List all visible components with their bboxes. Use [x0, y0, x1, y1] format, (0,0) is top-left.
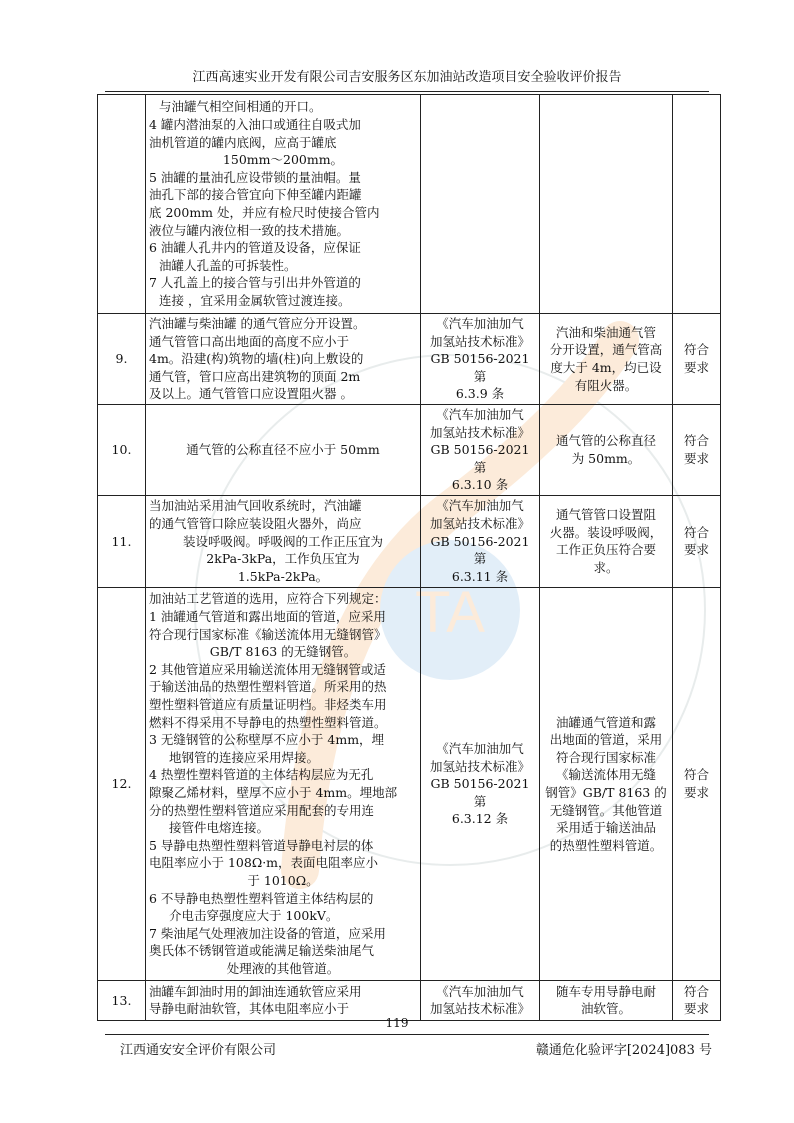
requirement-line: 塑性塑料管道应有质量证明档。非烃类车用: [149, 697, 387, 712]
situation-line: 汽油和柴油通气管: [555, 324, 656, 340]
situation-line: 符合现行国家标准: [555, 749, 656, 765]
footer-company: 江西通安安全评价有限公司: [120, 1043, 277, 1058]
requirement-line: 液位与罐内液位相一致的技术措施。: [149, 222, 350, 238]
requirement-line: 汽油罐与柴油罐 的通气管应分开设置。: [149, 316, 366, 332]
reference-line: 加氢站技术标准》: [429, 333, 530, 349]
reference-line: 《汽车加油加气: [436, 740, 524, 756]
requirement-line: 电阻率应小于 108Ω·m，表面电阻率应小: [149, 855, 379, 871]
watermark-logo: TA: [415, 580, 485, 645]
requirement-line: 3 无缝钢管的公称壁厚不应小于 4mm，埋: [149, 732, 385, 748]
requirement-line: 连接 ，宜采用金属软管过渡连接。: [159, 292, 351, 308]
reference-line: 《汽车加油加气: [436, 498, 524, 514]
situation-line: 出地面的管道，采用: [549, 732, 663, 748]
requirement-line: 通气管的公称直径不应小于 50mm: [186, 442, 380, 458]
requirement-cell: [146, 587, 421, 980]
standard-reference-cell: [421, 495, 540, 587]
requirement-line: 2kPa-3kPa，工作负压宜为: [206, 551, 360, 567]
standard-reference-cell: [421, 405, 540, 496]
requirement-line: 介电击穿强度应大于 100kV。: [169, 908, 339, 924]
reference-line: GB 50156-2021 第: [430, 351, 530, 384]
requirement-line: 7 柴油尾气处理液加注设备的管道，应采用: [149, 925, 386, 941]
requirement-line: 5 导静电热塑性塑料管道导静电衬层的体: [149, 837, 374, 853]
standard-reference-cell: [421, 95, 540, 314]
requirement-line: 4 热塑性塑料管道的主体结构层应为无孔: [149, 767, 374, 783]
situation-line: 的热塑性塑料管道。: [549, 837, 663, 853]
requirement-line: 地钢管的连接应采用焊接。: [169, 749, 320, 765]
situation-line: 随车专用导静电耐: [555, 983, 656, 999]
requirement-cell: [146, 495, 421, 587]
item-number: 13.: [98, 980, 146, 1020]
reference-line: 加氢站技术标准》: [429, 1001, 530, 1017]
situation-line: 为 50mm。: [571, 450, 641, 466]
requirement-line: 底 200mm 处，并应有检尺时使接合管内: [149, 205, 380, 220]
situation-line: 油罐通气管道和露: [555, 714, 656, 730]
requirement-line: 1 油罐通气管道和露出地面的管道，应采用: [149, 609, 386, 625]
conclusion-cell: 符合 要求: [673, 587, 721, 980]
table-row: [98, 980, 721, 1020]
table-row: [98, 95, 721, 314]
requirement-cell: [146, 405, 421, 496]
standard-reference-cell: [421, 314, 540, 405]
requirement-line: 1.5kPa-2kPa。: [237, 568, 329, 584]
requirement-line: 奥氏体不锈钢管道或能满足输送柴油尾气: [149, 943, 375, 959]
situation-line: 度大于 4m，均已设: [550, 360, 662, 375]
requirement-line: 通气管管口高出地面的高度不应小于: [149, 333, 350, 349]
actual-situation-cell: [540, 95, 673, 314]
item-number: 9.: [98, 314, 146, 405]
requirement-line: 接管件电熔连接。: [169, 820, 270, 836]
reference-line: 6.3.9 条: [455, 386, 505, 402]
requirement-line: 导静电耐油软管，其体电阻率应小于: [149, 1001, 350, 1017]
requirement-line: 加油站工艺管道的选用，应符合下列规定：: [149, 591, 387, 607]
requirement-cell: [146, 980, 421, 1020]
item-number: 10.: [98, 405, 146, 496]
reference-line: GB 50156-2021 第: [430, 533, 530, 567]
requirement-line: 燃料不得采用不导静电的热塑性塑料管道。: [149, 714, 387, 730]
actual-situation-cell: [540, 405, 673, 496]
reference-line: GB 50156-2021 第: [430, 442, 530, 475]
table-row: [98, 587, 721, 980]
requirement-line: 6 油罐人孔井内的管道及设备，应保证: [149, 240, 361, 256]
item-number: 11.: [98, 495, 146, 587]
situation-line: 通气管管口设置阻: [555, 507, 656, 523]
conclusion-cell: [673, 95, 721, 314]
requirement-cell: [146, 314, 421, 405]
requirement-line: 隙聚乙烯材料，壁厚不应小于 4mm。埋地部: [149, 784, 398, 800]
situation-line: 有阻火器。: [574, 377, 638, 393]
table-row: [98, 405, 721, 496]
requirement-line: 及以上。通气管管口应设置阻火器 。: [149, 386, 353, 402]
requirement-line: 通气管，管口应高出建筑物的顶面 2m: [149, 368, 361, 384]
requirement-line: 于输送油品的热塑性塑料管道。所采用的热: [149, 679, 387, 695]
requirement-line: 4m。沿建(构)筑物的墙(柱)向上敷设的: [149, 351, 364, 367]
situation-line: 采用适于输送油品: [555, 820, 656, 836]
actual-situation-cell: [540, 495, 673, 587]
requirement-line: 装设呼吸阀。呼吸阀的工作正压宜为: [182, 533, 383, 549]
situation-line: 求。: [593, 560, 619, 576]
requirement-line: 2 其他管道应采用输送流体用无缝钢管或适: [149, 661, 386, 677]
table-row: [98, 495, 721, 587]
conclusion-cell: 符合 要求: [673, 314, 721, 405]
requirement-line: GB/T 8163 的无缝钢管。: [209, 644, 357, 660]
footer-cert-number: 赣通危化验评字[2024]083 号: [535, 1043, 712, 1058]
conclusion-cell: 符合 要求: [673, 405, 721, 496]
requirement-line: 油罐人孔盖的可拆装性。: [159, 257, 297, 273]
item-number: [98, 95, 146, 314]
reference-line: 加氢站技术标准》: [429, 516, 530, 532]
footer-divider: [105, 1034, 709, 1035]
situation-line: 无缝钢管。其他管道: [549, 802, 663, 818]
requirement-line: 油罐车卸油时用的卸油连通软管应采用: [149, 983, 362, 999]
actual-situation-cell: [540, 980, 673, 1020]
requirement-line: 油机管道的罐内底阀，应高于罐底: [149, 134, 337, 150]
requirement-line: 于 1010Ω。: [247, 872, 319, 888]
reference-line: GB 50156-2021 第: [430, 776, 530, 809]
table-row: [98, 314, 721, 405]
conclusion-cell: 符合 要求: [673, 495, 721, 587]
evaluation-table: [97, 94, 721, 1021]
reference-line: 6.3.12 条: [451, 811, 509, 827]
conclusion-cell: 符合 要求: [673, 980, 721, 1020]
situation-line: 《输送流体用无缝: [555, 767, 656, 783]
situation-line: 分开设置，通气管高: [549, 342, 663, 358]
reference-line: 《汽车加油加气: [436, 983, 524, 999]
requirement-cell: [146, 95, 421, 314]
requirement-line: 与油罐气相空间相通的开口。: [159, 99, 322, 115]
reference-line: 6.3.11 条: [451, 568, 509, 584]
reference-line: 6.3.10 条: [451, 477, 509, 493]
requirement-line: 油孔下部的接合管宜向下伸至罐内距罐: [149, 187, 362, 203]
actual-situation-cell: [540, 314, 673, 405]
requirement-line: 分的热塑性塑料管道应采用配套的专用连: [149, 802, 375, 818]
requirement-line: 6 不导静电热塑性塑料管道主体结构层的: [149, 890, 374, 906]
situation-line: 工作正负压符合要: [555, 542, 656, 558]
standard-reference-cell: [421, 980, 540, 1020]
page-header: [105, 66, 709, 92]
situation-line: 通气管的公称直径: [555, 433, 656, 449]
requirement-line: 150mm～200mm。: [222, 152, 344, 168]
requirement-line: 符合现行国家标准《输送流体用无缝钢管》: [149, 626, 387, 642]
reference-line: 加氢站技术标准》: [429, 424, 530, 440]
requirement-line: 处理液的其他管道。: [226, 960, 340, 976]
requirement-line: 当加油站采用油气回收系统时，汽油罐: [149, 498, 362, 514]
item-number: 12.: [98, 587, 146, 980]
reference-line: 《汽车加油加气: [436, 316, 524, 332]
situation-line: 油软管。: [580, 1001, 631, 1017]
table-body: [98, 95, 721, 1021]
situation-line: 钢管》GB/T 8163 的: [545, 784, 667, 800]
requirement-line: 4 罐内潜油泵的入油口或通往自吸式加: [149, 117, 361, 133]
page-number: 119: [385, 1016, 409, 1030]
standard-reference-cell: [421, 587, 540, 980]
situation-line: 火器。装设呼吸阀，: [549, 524, 663, 540]
reference-line: 《汽车加油加气: [436, 407, 524, 422]
requirement-line: 5 油罐的量油孔应设带锁的量油帽。量: [149, 169, 361, 185]
report-title: 江西高速实业开发有限公司吉安服务区东加油站改造项目安全验收评价报告: [192, 70, 622, 85]
requirement-line: 7 人孔盖上的接合管与引出井外管道的: [149, 275, 361, 291]
requirement-line: 的通气管管口除应装设阻火器外，尚应: [149, 516, 362, 532]
reference-line: 加氢站技术标准》: [429, 758, 530, 774]
actual-situation-cell: [540, 587, 673, 980]
